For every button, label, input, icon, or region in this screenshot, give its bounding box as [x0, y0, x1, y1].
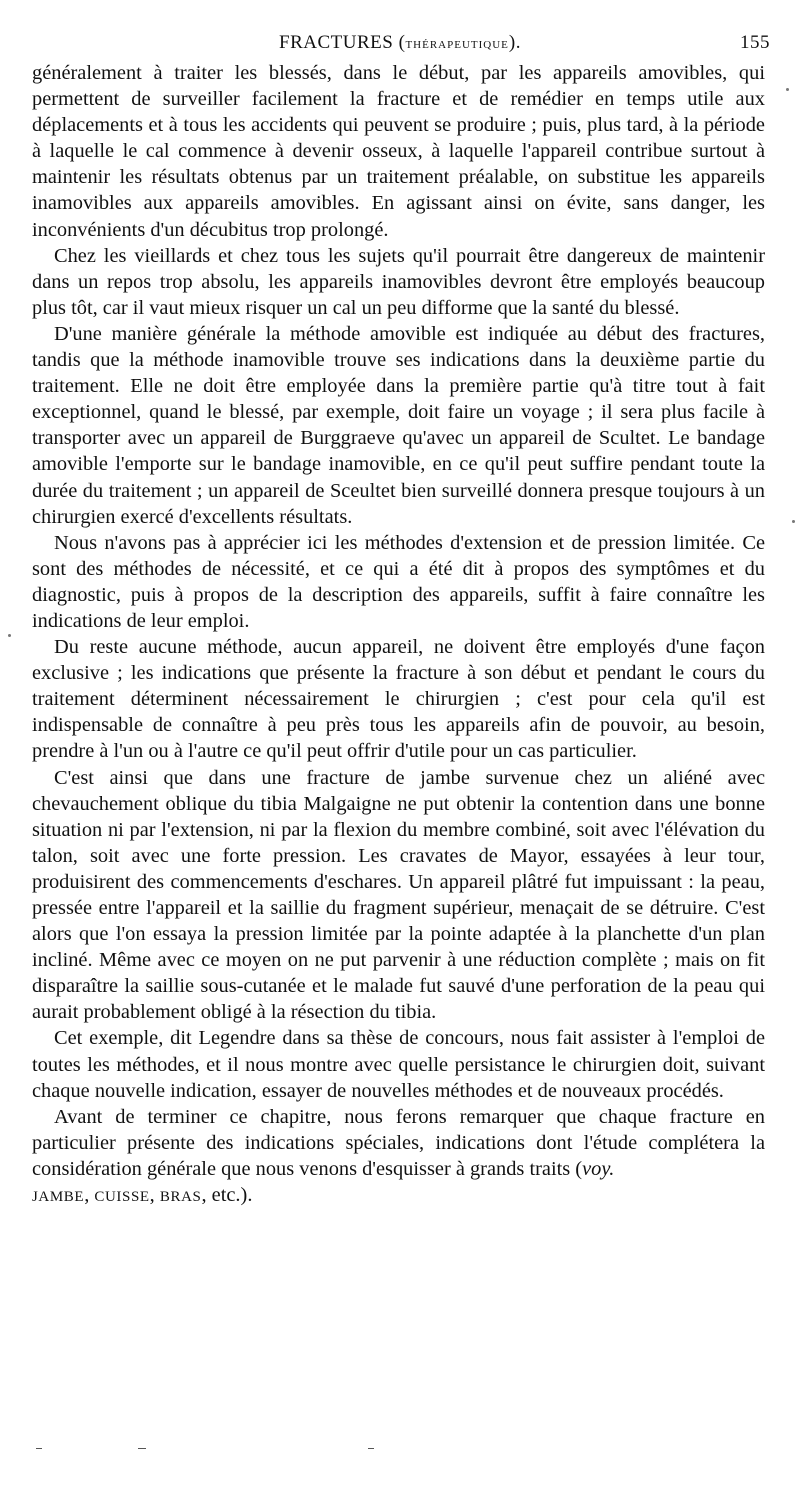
- running-title-small-caps: THÉRAPEUTIQUE: [405, 39, 509, 51]
- paragraph-5: Du reste aucune méthode, aucun appareil, ne doivent être employés d'une façon exclusive ; les indications que présente la fracture à son début et pendant le cours du traitement déterminent nécessairement le chirurgien ; c'est pour cela qu'il est indispensable de connaître à peu près tous les appareils afin de pouvoir, au besoin, prendre à l'un ou à l'autre ce qu'il peut offrir d'utile pour un cas particulier.: [32, 636, 765, 763]
- scan-mark: [138, 1448, 146, 1449]
- paragraph-1: généralement à traiter les blessés, dans le début, par les appareils amovibles, qui permettent de surveiller facilement la fracture et de remédier en temps utile aux déplacements et à tous les accidents qui peuvent se produire ; puis, plus tard, à la période à laquelle le cal commence à devenir osseux, à laquelle l'appareil contribue surtout à maintenir les résultats obtenus par un traitement préalable, on substitue les appareils inamovibles aux appareils amovibles. En agissant ainsi on évite, sans danger, les inconvénients d'un décubitus trop prolongé.: [32, 62, 765, 241]
- running-title: [30, 32, 770, 54]
- margin-dot: [786, 88, 789, 91]
- paragraph-8: [32, 1104, 765, 1210]
- ref-tail: , etc.).: [201, 1184, 253, 1207]
- running-title-main: FRACTURES (: [279, 32, 406, 53]
- ref-jambe: JAMBE: [32, 1189, 85, 1206]
- scan-mark: [368, 1448, 374, 1449]
- paragraph-8-text: Avant de terminer ce chapitre, nous ferons remarquer que chaque fracture en particulier présente des indications spéciales, indications dont l'étude complétera la considération générale que nous venons d'esquisser à grands traits (: [32, 1105, 765, 1180]
- footer-scan-marks: [0, 1448, 800, 1452]
- paragraph-7: Cet exemple, dit Legendre dans sa thèse de concours, nous fait assister à l'emploi de toutes les méthodes, et il nous montre avec quelle persistance le chirurgien doit, suivant chaque nouvelle indication, essayer de nouvelles méthodes et de nouveaux procédés.: [32, 1027, 765, 1102]
- paragraph-3: D'une manière générale la méthode amovible est indiquée au début des fractures, tandis que la méthode inamovible trouve ses indications dans la deuxième partie du traitement. Elle ne doit être employée dans la première partie qu'à titre tout à fait exceptionnel, quand le blessé, par exemple, doit faire un voyage ; il sera plus facile à transporter avec un appareil de Burggraeve qu'avec un appareil de Scultet. Le bandage amovible l'emporte sur le bandage inamovible, en ce qu'il peut suffire pendant toute la durée du traitement ; un appareil de Sceultet bien surveillé donnera presque toujours à un chirurgien exercé d'excellents résultats.: [32, 322, 765, 528]
- ref-sep-1: ,: [84, 1184, 95, 1207]
- ref-sep-2: ,: [149, 1184, 160, 1207]
- margin-dot: [8, 634, 11, 637]
- running-head: [30, 32, 770, 58]
- margin-dot: [792, 520, 795, 523]
- paragraph-2: Chez les vieillards et chez tous les sujets qu'il pourrait être dangereux de maintenir dans un repos trop absolu, les appareils inamovibles devront être employés beaucoup plus tôt, car il vaut mieux risquer un cal un peu difforme que la santé du blessé.: [32, 244, 765, 319]
- paragraph-4: Nous n'avons pas à apprécier ici les méthodes d'extension et de pression limitée. Ce sont des méthodes de nécessité, et ce qui a été dit à propos des symptômes et du diagnostic, puis à propos de la description des appareils, suffit à faire connaître les indications de leur emploi.: [32, 531, 765, 632]
- ref-cuisse: CUISSE: [94, 1189, 150, 1206]
- page-number: 155: [740, 32, 770, 53]
- ref-bras: BRAS: [159, 1189, 202, 1206]
- voy-abbrev: voy.: [582, 1157, 615, 1180]
- scan-mark: [36, 1448, 42, 1449]
- body-text: [32, 60, 765, 1210]
- running-title-end: ).: [508, 32, 521, 53]
- paragraph-6: C'est ainsi que dans une fracture de jambe survenue chez un aliéné avec chevauchement oblique du tibia Malgaigne ne put obtenir la contention dans une bonne situation ni par l'extension, ni par la flexion du membre combiné, soit avec l'élévation du talon, soit avec une forte pression. Les cravates de Mayor, essayées à leur tour, produisirent des commencements d'eschares. Un appareil plâtré fut impuissant : la peau, pressée entre l'appareil et la saillie du fragment supérieur, menaçait de se détruire. C'est alors que l'on essaya la pression limitée par la pointe adaptée à la planchette d'un plan incliné. Même avec ce moyen on ne put parvenir à une réduction complète ; mais on fit disparaître la saillie sous-cutanée et le malade fut sauvé d'une perforation de la peau qui aurait probablement obligé à la résection du tibia.: [32, 766, 765, 1024]
